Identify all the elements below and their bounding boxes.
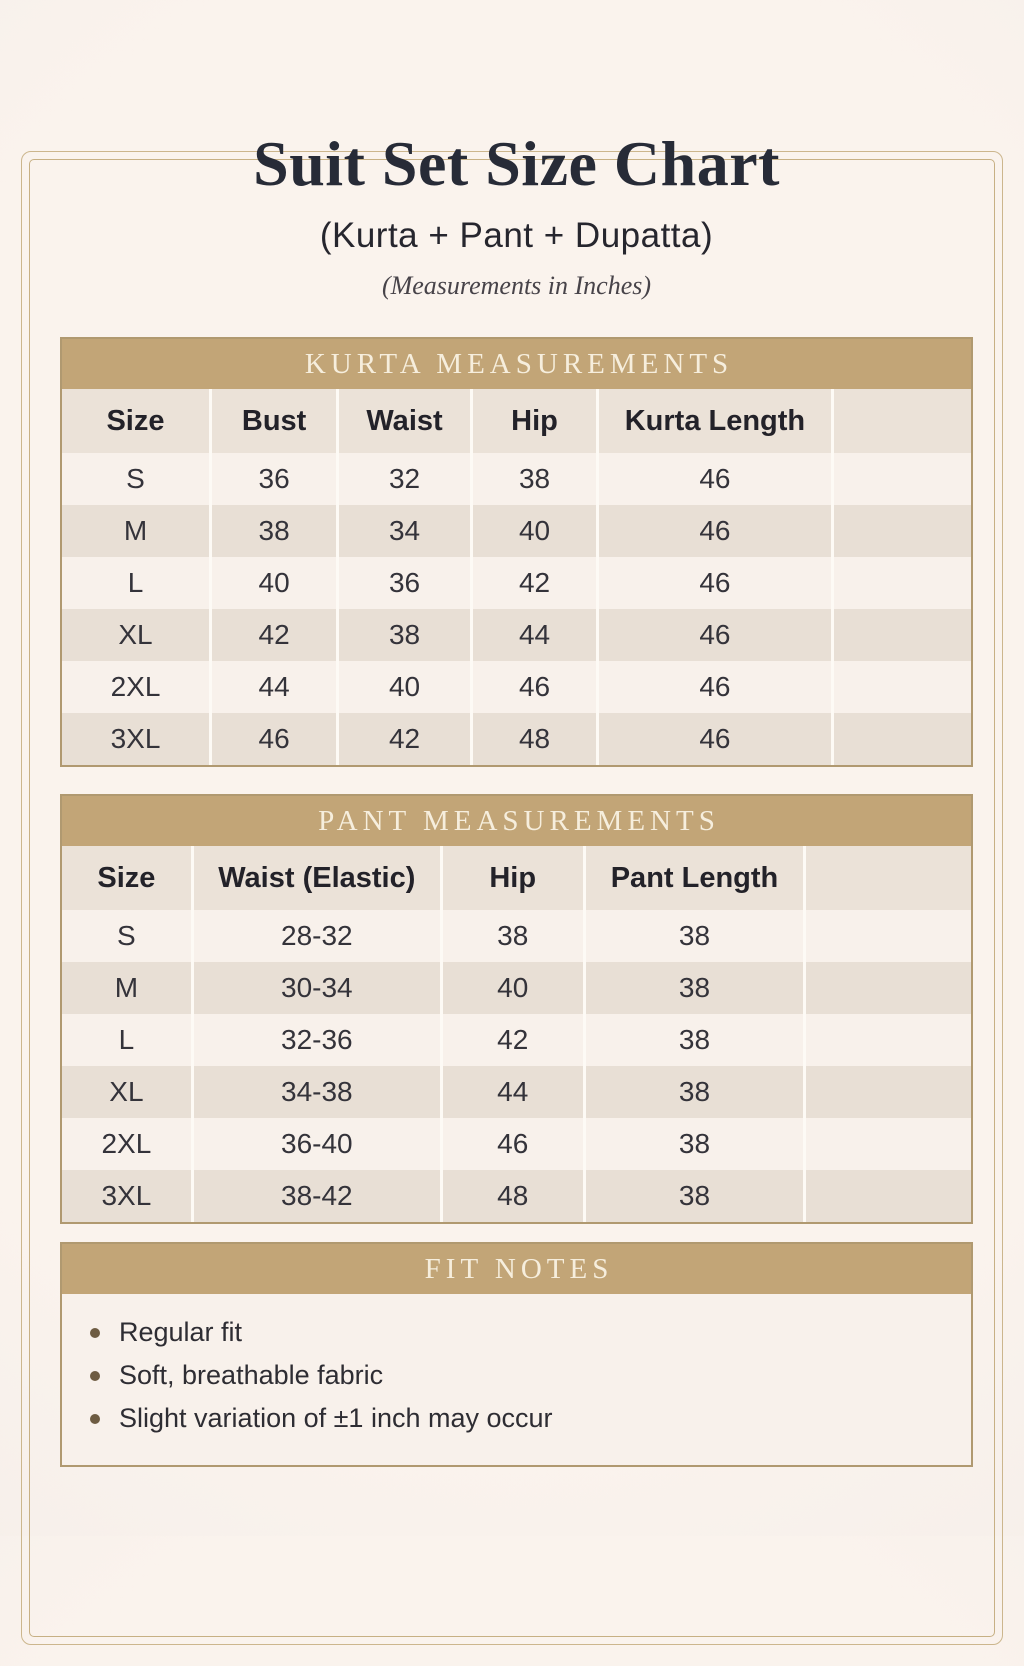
table-cell: 36-40: [194, 1118, 443, 1170]
kurta-table-body: [62, 453, 971, 765]
fit-note-item: Regular fit: [90, 1311, 941, 1354]
table-cell: [834, 713, 971, 765]
table-cell: M: [62, 962, 194, 1014]
pant-measurements-table: [60, 794, 973, 1224]
table-cell: 2XL: [62, 1118, 194, 1170]
table-cell: 2XL: [62, 661, 212, 713]
kurta-table-header-row: [62, 389, 971, 453]
table-cell: S: [62, 910, 194, 962]
column-header: Hip: [443, 846, 586, 910]
table-cell: 46: [212, 713, 339, 765]
table-cell: 38-42: [194, 1170, 443, 1222]
table-cell: 42: [443, 1014, 586, 1066]
kurta-measurements-table: [60, 337, 973, 767]
table-row: [62, 661, 971, 713]
page-header: [60, 130, 973, 301]
table-cell: [834, 661, 971, 713]
table-cell: XL: [62, 1066, 194, 1118]
pant-table-body: [62, 910, 971, 1222]
table-cell: 36: [339, 557, 473, 609]
table-cell: 48: [473, 713, 599, 765]
table-row: [62, 1118, 971, 1170]
table-cell: 42: [473, 557, 599, 609]
column-header: Size: [62, 389, 212, 453]
table-cell: XL: [62, 609, 212, 661]
table-cell: 38: [586, 1066, 807, 1118]
fit-notes-list: [62, 1294, 971, 1465]
table-cell: 38: [586, 1118, 807, 1170]
table-cell: 38: [473, 453, 599, 505]
fit-notes-section: [60, 1242, 973, 1467]
table-cell: 32: [339, 453, 473, 505]
table-cell: 46: [599, 713, 834, 765]
table-row: [62, 453, 971, 505]
table-cell: 30-34: [194, 962, 443, 1014]
column-header: Size: [62, 846, 194, 910]
table-cell: 28-32: [194, 910, 443, 962]
table-cell: 46: [443, 1118, 586, 1170]
table-cell: 38: [586, 1014, 807, 1066]
table-cell: 34-38: [194, 1066, 443, 1118]
table-row: [62, 910, 971, 962]
table-cell: 48: [443, 1170, 586, 1222]
table-row: [62, 1170, 971, 1222]
table-cell: [806, 1118, 971, 1170]
table-cell: 42: [212, 609, 339, 661]
table-cell: [806, 910, 971, 962]
table-cell: 40: [443, 962, 586, 1014]
table-cell: 46: [473, 661, 599, 713]
table-row: [62, 1066, 971, 1118]
table-row: [62, 962, 971, 1014]
table-cell: 46: [599, 453, 834, 505]
table-cell: 40: [212, 557, 339, 609]
table-cell: [806, 1170, 971, 1222]
table-cell: 46: [599, 505, 834, 557]
fit-note-item: Soft, breathable fabric: [90, 1354, 941, 1397]
table-cell: 38: [586, 962, 807, 1014]
fit-note-item: Slight variation of ±1 inch may occur: [90, 1397, 941, 1440]
column-header: Pant Length: [586, 846, 807, 910]
column-header: Hip: [473, 389, 599, 453]
table-cell: 38: [586, 910, 807, 962]
table-cell: 38: [586, 1170, 807, 1222]
table-cell: L: [62, 1014, 194, 1066]
kurta-table-title: KURTA MEASUREMENTS: [62, 339, 971, 389]
table-cell: [806, 1066, 971, 1118]
table-cell: 42: [339, 713, 473, 765]
column-header: Kurta Length: [599, 389, 834, 453]
fit-notes-title: FIT NOTES: [62, 1244, 971, 1294]
table-cell: 36: [212, 453, 339, 505]
table-cell: 44: [212, 661, 339, 713]
table-cell: 40: [473, 505, 599, 557]
table-cell: [834, 609, 971, 661]
table-cell: 38: [212, 505, 339, 557]
column-header: [834, 389, 971, 453]
table-cell: 46: [599, 557, 834, 609]
table-cell: 34: [339, 505, 473, 557]
table-cell: [834, 505, 971, 557]
table-row: [62, 557, 971, 609]
table-cell: 32-36: [194, 1014, 443, 1066]
column-header: Waist: [339, 389, 473, 453]
pant-table-header-row: [62, 846, 971, 910]
page-title: Suit Set Size Chart: [253, 128, 780, 199]
table-cell: [834, 453, 971, 505]
table-cell: 38: [443, 910, 586, 962]
measurement-unit-note: (Measurements in Inches): [381, 271, 652, 301]
table-cell: 44: [473, 609, 599, 661]
column-header: Bust: [212, 389, 339, 453]
size-chart-page: [0, 130, 1024, 1467]
table-row: [62, 1014, 971, 1066]
table-row: [62, 609, 971, 661]
table-cell: S: [62, 453, 212, 505]
pant-table-title: PANT MEASUREMENTS: [62, 796, 971, 846]
table-row: [62, 713, 971, 765]
table-cell: 40: [339, 661, 473, 713]
table-cell: 3XL: [62, 713, 212, 765]
page-subtitle: (Kurta + Pant + Dupatta): [319, 216, 714, 256]
table-cell: 44: [443, 1066, 586, 1118]
table-cell: [834, 557, 971, 609]
table-cell: [806, 1014, 971, 1066]
table-cell: 46: [599, 661, 834, 713]
table-cell: 46: [599, 609, 834, 661]
column-header: Waist (Elastic): [194, 846, 443, 910]
table-cell: L: [62, 557, 212, 609]
table-row: [62, 505, 971, 557]
table-cell: M: [62, 505, 212, 557]
column-header: [806, 846, 971, 910]
table-cell: 3XL: [62, 1170, 194, 1222]
table-cell: 38: [339, 609, 473, 661]
table-cell: [806, 962, 971, 1014]
